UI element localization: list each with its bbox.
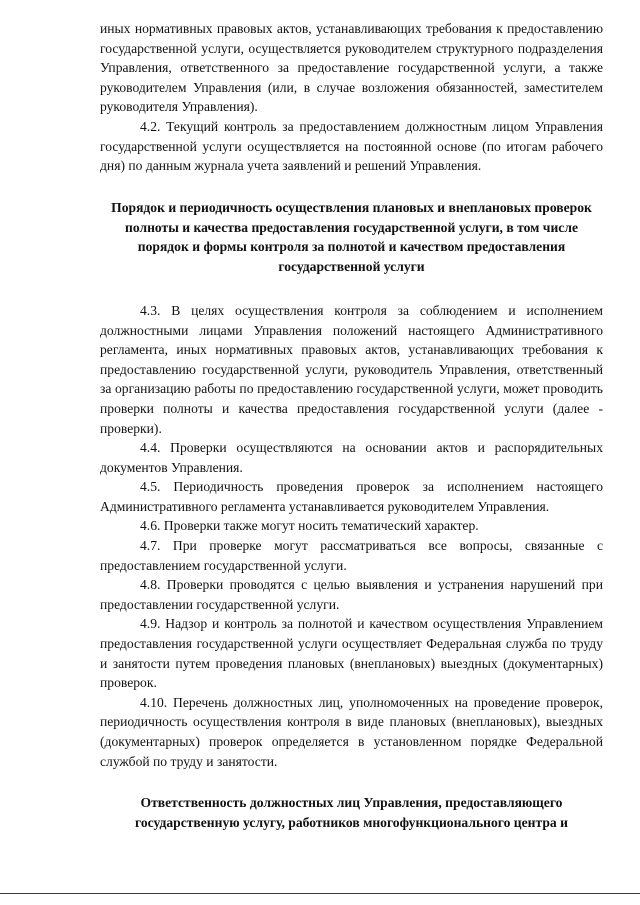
spacer bbox=[100, 277, 603, 301]
paragraph-intro: иных нормативных правовых актов, устанавливающих требования к предоставлению государственной услуги, осуществляется руководителем структурного подразделения Управления, ответственного за предоставление государственной услуги, а также руководителем Управления (или, в случае возложения обязанностей, заместителем руководителя Управления). bbox=[100, 21, 603, 115]
paragraph-4-3: 4.3. В целях осуществления контроля за соблюдением и исполнением должностными лицами Управления положений настоящего Административного регламента, иных нормативных правовых актов, устанавливающих требования к предоставлению государственной услуги, руководитель Управления, ответственный за организацию работы по предоставлению государственной услуги, может проводить проверки полноты и качества предоставления государственной услуги (далее - проверки). bbox=[100, 302, 603, 436]
spacer bbox=[100, 771, 603, 793]
section-heading-inspections: Порядок и периодичность осуществления плановых и внеплановых проверок полноты и качества предоставления государственной услуги, в том числе порядок и формы контроля за полнотой и качеством предоставления государственной услуги bbox=[111, 199, 592, 275]
paragraph-4-10: 4.10. Перечень должностных лиц, уполномоченных на проведение проверок, периодичность осуществления контроля в виде плановых (внеплановых), выездных (документарных) проверок определяется в установленном порядке Федеральной службой по труду и занятости. bbox=[100, 694, 603, 769]
spacer bbox=[100, 176, 603, 198]
document-body bbox=[100, 19, 603, 833]
paragraph-4-9: 4.9. Надзор и контроль за полнотой и качеством осуществления Управлением предоставления государственной услуги осуществляет Федеральная служба по труду и занятости путем проведения плановых (внеплановых) выездных (документарных) проверок. bbox=[100, 616, 603, 691]
section-heading-responsibility: Ответственность должностных лиц Управления, предоставляющего государственную услугу, работников многофункционального центра и bbox=[135, 795, 568, 830]
paragraph-4-2: 4.2. Текущий контроль за предоставлением должностным лицом Управления государственной услуги осуществляется на постоянной основе (по итогам рабочего дня) по данным журнала учета заявлений и решений Управления. bbox=[100, 118, 603, 174]
paragraph-4-8: 4.8. Проверки проводятся с целью выявления и устранения нарушений при предоставлении государственной услуги. bbox=[100, 577, 603, 612]
page-bottom-rule bbox=[0, 893, 640, 894]
paragraph-4-7: 4.7. При проверке могут рассматриваться все вопросы, связанные с предоставлением государственной услуги. bbox=[100, 538, 603, 573]
paragraph-4-5: 4.5. Периодичность проведения проверок за исполнением настоящего Административного регламента устанавливается руководителем Управления. bbox=[100, 479, 603, 514]
paragraph-4-4: 4.4. Проверки осуществляются на основании актов и распорядительных документов Управления. bbox=[100, 440, 603, 475]
paragraph-4-6: 4.6. Проверки также могут носить тематический характер. bbox=[140, 518, 479, 534]
